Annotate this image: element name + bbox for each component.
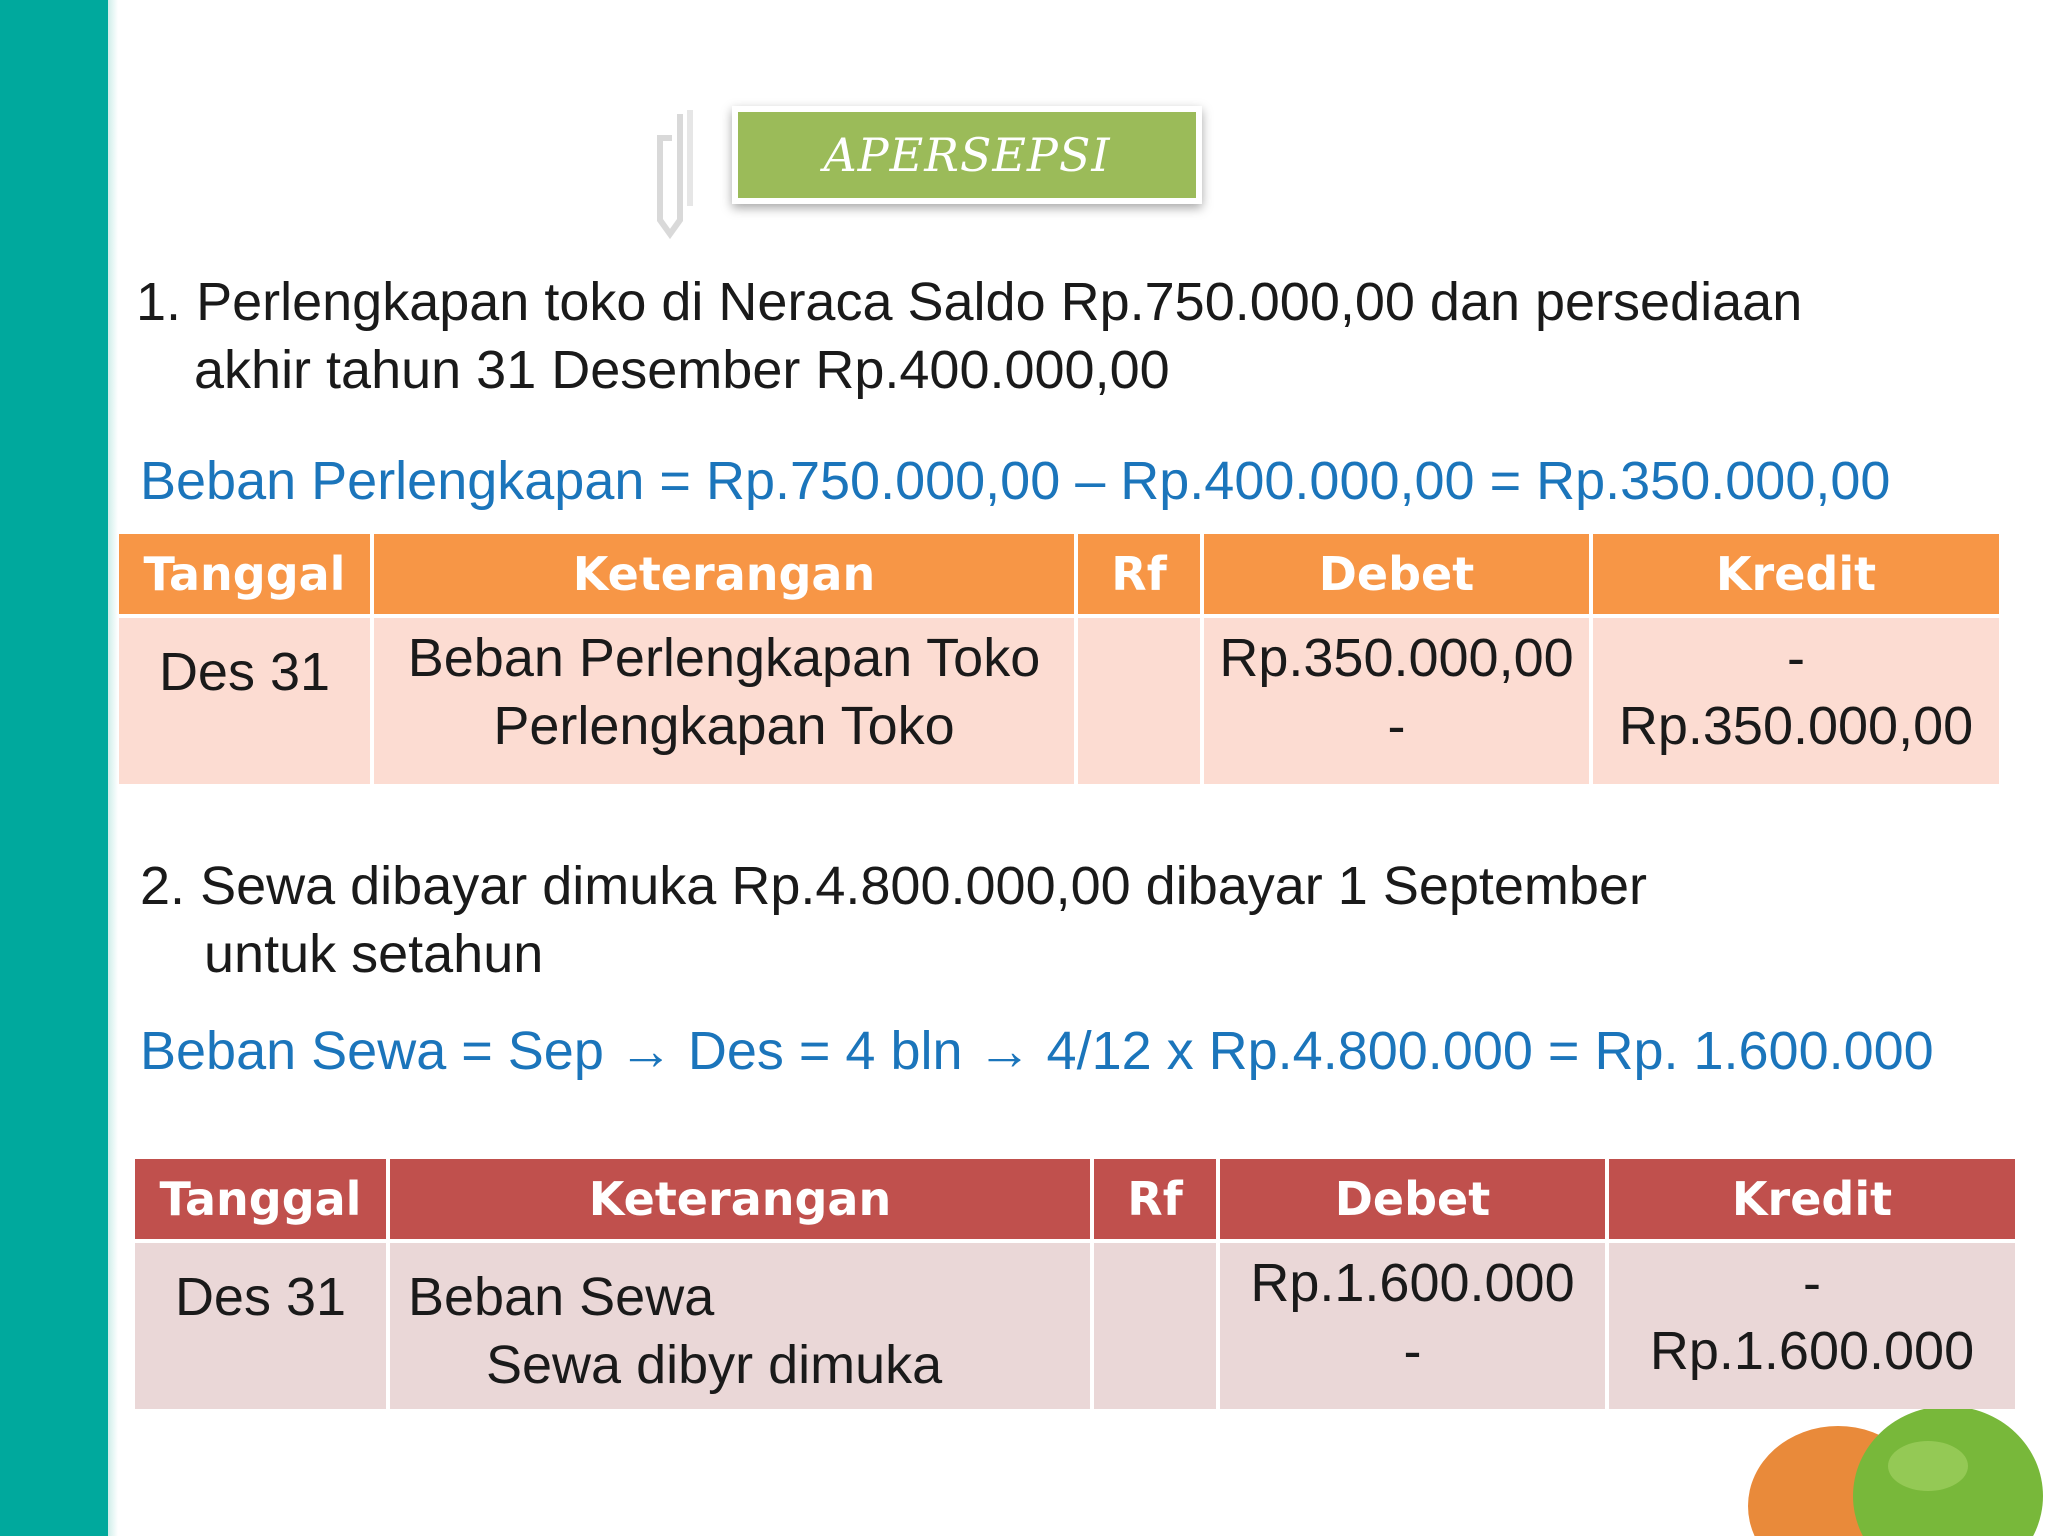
cell-rf [1094,1243,1216,1409]
title-banner [650,100,1210,250]
debet-value-2: - [1403,1321,1422,1381]
table-header-row [119,534,1999,614]
header-rf: Rf [1094,1159,1216,1239]
header-debet: Debet [1204,534,1589,614]
item-2-line-1: Sewa dibayar dimuka Rp.4.800.000,00 dibayar 1 September [200,856,1647,916]
debet-value-1: Rp.1.600.000 [1250,1253,1575,1313]
bracket-decoration-icon [650,110,694,240]
item-2-number: 2. [140,856,186,916]
item-2-line-2: untuk setahun [204,924,544,984]
item-1-formula: Beban Perlengkapan = Rp.750.000,00 – Rp.400.000,00 = Rp.350.000,00 [140,451,1891,511]
cell-kredit [1593,618,1999,784]
item-1-line-2: akhir tahun 31 Desember Rp.400.000,00 [194,340,1170,400]
header-tanggal: Tanggal [135,1159,386,1239]
journal-table-1 [115,530,2003,788]
kredit-value-1: - [1803,1253,1821,1313]
item-1-number: 1. [136,272,182,332]
item-2-text [140,852,1647,988]
header-tanggal: Tanggal [119,534,370,614]
table-row [119,618,1999,784]
keterangan-credit-account: Sewa dibyr dimuka [486,1335,943,1395]
kredit-value-2: Rp.350.000,00 [1618,696,1974,756]
debet-value-1: Rp.350.000,00 [1219,628,1574,688]
left-sidebar-bar [0,0,108,1536]
title-box [732,106,1202,204]
tanggal-value: Des 31 [158,642,331,702]
header-rf: Rf [1078,534,1200,614]
kredit-value-1: - [1787,628,1805,688]
item-1-line-1: Perlengkapan toko di Neraca Saldo Rp.750.000,00 dan persediaan [196,272,1803,332]
cell-debet [1204,618,1589,784]
keterangan-debit-account: Beban Perlengkapan Toko [407,628,1041,688]
cell-tanggal [119,618,370,784]
cell-debet [1220,1243,1605,1409]
header-keterangan: Keterangan [374,534,1074,614]
table-row [135,1243,2015,1409]
item-1-text [136,268,1802,404]
keterangan-debit-account: Beban Sewa [408,1267,715,1327]
header-keterangan: Keterangan [390,1159,1090,1239]
cell-keterangan [390,1243,1090,1409]
cell-kredit [1609,1243,2015,1409]
header-kredit: Kredit [1609,1159,2015,1239]
cell-tanggal [135,1243,386,1409]
tanggal-value: Des 31 [174,1267,347,1327]
header-kredit: Kredit [1593,534,1999,614]
debet-value-2: - [1387,696,1406,756]
item-2-formula: Beban Sewa = Sep → Des = 4 bln → 4/12 x Rp.4.800.000 = Rp. 1.600.000 [140,1021,1934,1081]
slide-title: APERSEPSI [823,128,1111,182]
table-header-row [135,1159,2015,1239]
cell-keterangan [374,618,1074,784]
keterangan-credit-account: Perlengkapan Toko [493,696,955,756]
cell-rf [1078,618,1200,784]
header-debet: Debet [1220,1159,1605,1239]
journal-table-2 [131,1155,2019,1413]
kredit-value-2: Rp.1.600.000 [1649,1321,1975,1381]
